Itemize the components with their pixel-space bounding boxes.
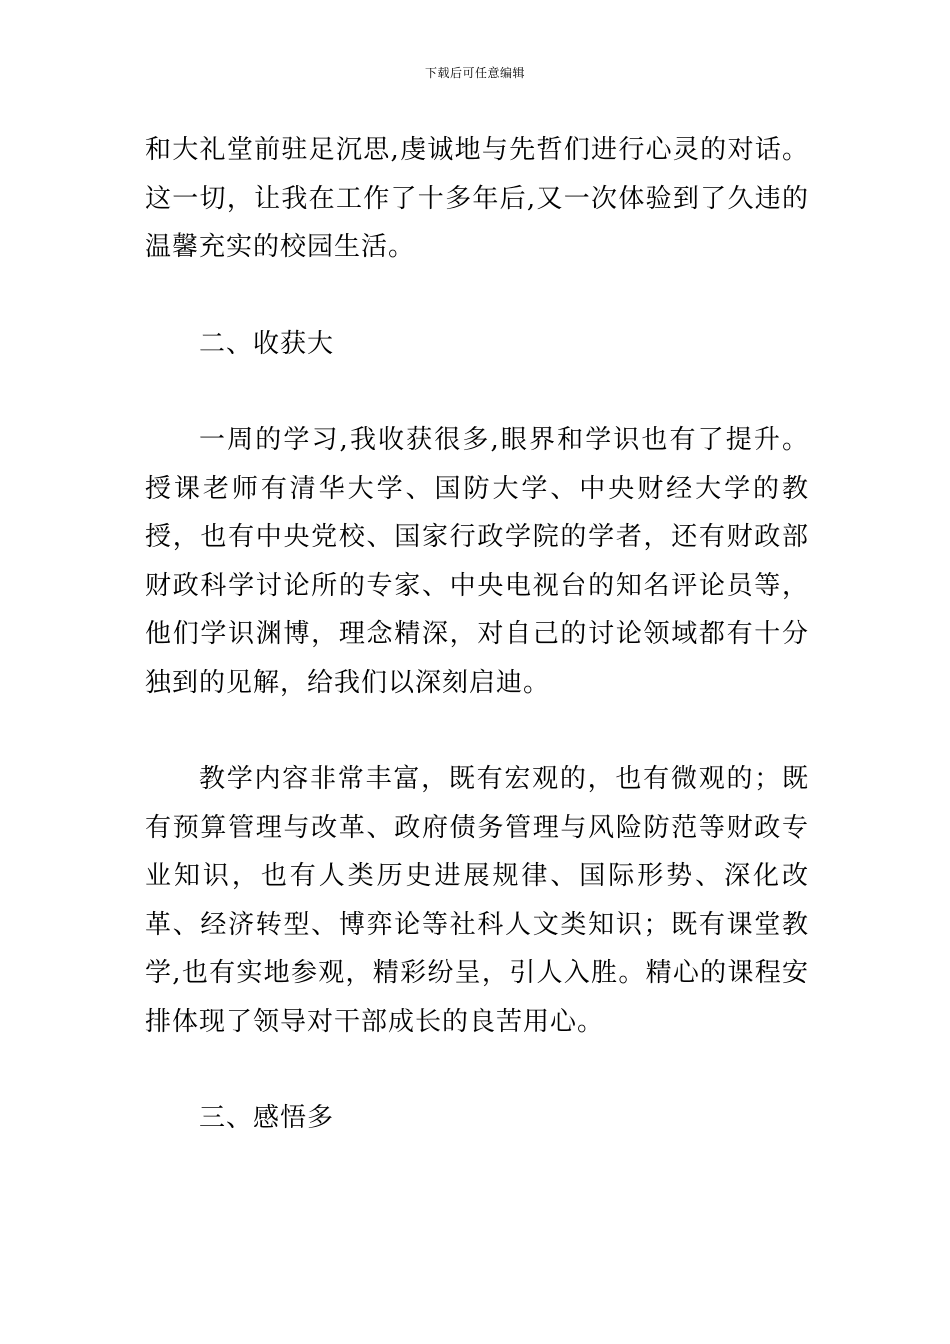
page-header: 下载后可任意编辑 (424, 66, 525, 80)
section-heading-insights: 三、感悟多 (199, 1103, 335, 1133)
paragraph-campus-life: 和大礼堂前驻足沉思,虔诚地与先哲们进行心灵的对话。这一切，让我在工作了十多年后,又一次体验到了久违的温馨充实的校园生活。 (145, 135, 809, 262)
paragraph-teachers: 一周的学习,我收获很多,眼界和学识也有了提升。授课老师有清华大学、国防大学、中央财经大学的教授，也有中央党校、国家行政学院的学者，还有财政部财政科学讨论所的专家、中央电视台的知名评论员等，他们学识渊博，理念精深，对自己的讨论领域都有十分独到的见解，给我们以深刻启迪。 (145, 425, 809, 698)
section-heading-gains: 二、收获大 (199, 328, 335, 359)
paragraph-curriculum: 教学内容非常丰富，既有宏观的，也有微观的；既有预算管理与改革、政府债务管理与风险防范等财政专业知识，也有人类历史进展规律、国际形势、深化改革、经济转型、博弈论等社科人文类知识；既有课堂教学,也有实地参观，精彩纷呈，引人入胜。精心的课程安排体现了领导对干部成长的良苦用心。 (145, 764, 809, 1037)
document-body (145, 126, 809, 1143)
